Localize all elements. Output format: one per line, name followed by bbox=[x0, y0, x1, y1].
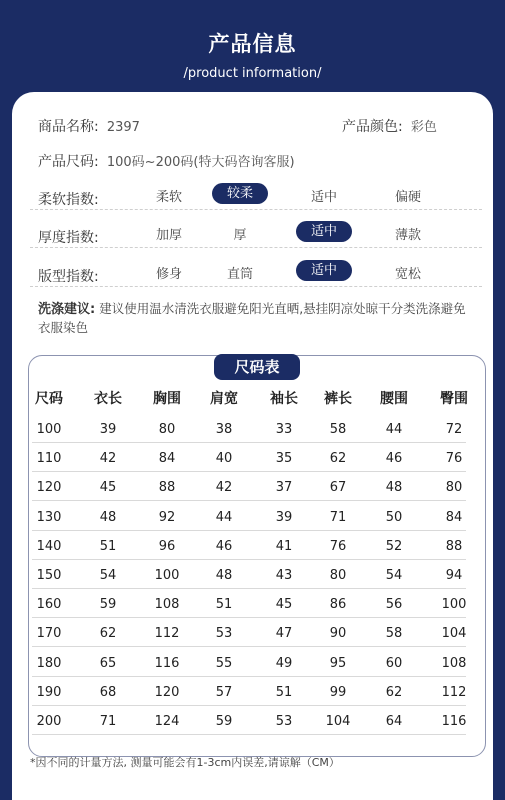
attribute-option: 薄款 bbox=[394, 228, 421, 243]
size-table-cell: 67 bbox=[329, 480, 347, 496]
attribute-label: 柔软指数: bbox=[38, 192, 99, 208]
size-table-cell: 90 bbox=[329, 626, 347, 642]
size-table-cell: 112 bbox=[154, 626, 180, 642]
size-table-cell: 60 bbox=[385, 655, 403, 671]
size-table-cell: 104 bbox=[325, 714, 351, 729]
size-table-header: 裤长 bbox=[324, 391, 352, 407]
size-table-cell: 88 bbox=[445, 538, 463, 554]
size-table-cell: 42 bbox=[215, 480, 233, 496]
size-table-cell: 200 bbox=[36, 714, 62, 729]
size-table-cell: 92 bbox=[158, 509, 176, 525]
size-table-cell: 170 bbox=[36, 626, 62, 642]
size-table-cell: 35 bbox=[275, 451, 293, 467]
table-row-divider bbox=[32, 646, 466, 647]
size-table-cell: 80 bbox=[158, 422, 176, 437]
size-table-cell: 52 bbox=[385, 538, 403, 554]
product-name-value: 2397 bbox=[106, 120, 140, 135]
size-table-cell: 48 bbox=[99, 509, 117, 525]
size-table-header: 腰围 bbox=[380, 391, 408, 407]
size-table-cell: 108 bbox=[441, 655, 467, 671]
size-table-cell: 54 bbox=[385, 568, 403, 583]
size-table-title: 尺码表 bbox=[214, 354, 300, 380]
size-table-cell: 80 bbox=[445, 480, 463, 496]
size-table-cell: 72 bbox=[445, 422, 463, 437]
size-table-cell: 88 bbox=[158, 480, 176, 496]
size-table-cell: 100 bbox=[154, 568, 180, 583]
attribute-option: 偏硬 bbox=[394, 190, 421, 205]
size-table-cell: 59 bbox=[99, 597, 117, 613]
size-table-cell: 130 bbox=[36, 509, 62, 525]
size-table-cell: 96 bbox=[158, 538, 176, 554]
product-color-value: 彩色 bbox=[410, 120, 437, 135]
size-table-cell: 76 bbox=[329, 538, 347, 554]
page-title: 产品信息 bbox=[208, 32, 297, 56]
size-table-cell: 62 bbox=[99, 626, 117, 642]
size-table-cell: 41 bbox=[275, 538, 293, 554]
table-row-divider bbox=[32, 471, 466, 472]
size-table-cell: 62 bbox=[385, 684, 403, 700]
size-table-cell: 76 bbox=[445, 451, 463, 467]
attribute-divider bbox=[30, 247, 482, 248]
attribute-divider bbox=[30, 286, 482, 287]
size-table-header: 袖长 bbox=[270, 391, 298, 407]
table-row-divider bbox=[32, 530, 466, 531]
size-table-cell: 56 bbox=[385, 597, 403, 613]
table-row-divider bbox=[32, 617, 466, 618]
measurement-note: *因不同的计量方法, 测量可能会有1-3cm内误差,请谅解（CM） bbox=[30, 756, 340, 769]
attribute-option-selected: 适中 bbox=[296, 260, 352, 281]
size-table-cell: 45 bbox=[275, 597, 293, 613]
size-table-cell: 49 bbox=[275, 655, 293, 671]
page-subtitle: /product information/ bbox=[183, 66, 322, 81]
wash-advice bbox=[38, 300, 478, 337]
size-table-cell: 116 bbox=[441, 714, 467, 729]
attribute-option: 修身 bbox=[155, 267, 182, 282]
size-table-cell: 51 bbox=[275, 684, 293, 700]
table-row-divider bbox=[32, 588, 466, 589]
attribute-option: 厚 bbox=[233, 228, 247, 243]
size-table-cell: 120 bbox=[154, 684, 180, 700]
table-row-divider bbox=[32, 559, 466, 560]
size-table-cell: 40 bbox=[215, 451, 233, 467]
size-table-cell: 48 bbox=[385, 480, 403, 496]
product-color-row bbox=[342, 116, 437, 136]
size-table-cell: 86 bbox=[329, 597, 347, 613]
size-table-cell: 62 bbox=[329, 451, 347, 467]
size-table-cell: 44 bbox=[385, 422, 403, 437]
size-table-cell: 120 bbox=[36, 480, 62, 496]
size-table-cell: 112 bbox=[441, 684, 467, 700]
size-table-cell: 46 bbox=[215, 538, 233, 554]
size-table-cell: 58 bbox=[385, 626, 403, 642]
attribute-option: 直筒 bbox=[226, 267, 253, 282]
product-name-label: 商品名称: bbox=[38, 119, 99, 135]
size-table-cell: 99 bbox=[329, 684, 347, 700]
product-info-card bbox=[12, 92, 493, 800]
size-table-cell: 58 bbox=[329, 422, 347, 437]
size-table-cell: 116 bbox=[154, 655, 180, 671]
product-name-row bbox=[38, 116, 140, 136]
attribute-option-selected: 较柔 bbox=[212, 183, 268, 204]
size-table-cell: 43 bbox=[275, 568, 293, 583]
size-table-cell: 124 bbox=[154, 714, 180, 729]
size-table-header: 尺码 bbox=[35, 391, 63, 407]
size-table-cell: 108 bbox=[154, 597, 180, 613]
attribute-option: 加厚 bbox=[155, 228, 182, 243]
size-table-cell: 94 bbox=[445, 568, 463, 583]
wash-advice-text: 建议使用温水清洗衣服避免阳光直晒,悬挂阴凉处晾干分类洗涤避免衣服染色 bbox=[38, 301, 466, 335]
size-table-cell: 104 bbox=[441, 626, 467, 642]
size-table-cell: 37 bbox=[275, 480, 293, 496]
size-table-cell: 47 bbox=[275, 626, 293, 642]
size-table-cell: 140 bbox=[36, 538, 62, 554]
attribute-divider bbox=[30, 209, 482, 210]
table-row-divider bbox=[32, 442, 466, 443]
size-table-cell: 46 bbox=[385, 451, 403, 467]
table-row-divider bbox=[32, 676, 466, 677]
attribute-option: 宽松 bbox=[394, 267, 421, 282]
size-table-cell: 39 bbox=[275, 509, 293, 525]
size-table-cell: 57 bbox=[215, 684, 233, 700]
size-table-cell: 95 bbox=[329, 655, 347, 671]
size-table-cell: 84 bbox=[158, 451, 176, 467]
table-row-divider bbox=[32, 705, 466, 706]
size-table-cell: 54 bbox=[99, 568, 117, 583]
product-size-value: 100码~200码(特大码咨询客服) bbox=[106, 155, 295, 170]
attribute-option: 适中 bbox=[310, 190, 337, 205]
size-table-cell: 190 bbox=[36, 684, 62, 700]
size-table-cell: 71 bbox=[329, 509, 347, 525]
size-table-cell: 150 bbox=[36, 568, 62, 583]
size-table-header: 衣长 bbox=[94, 391, 122, 407]
size-table-cell: 80 bbox=[329, 568, 347, 583]
size-table-cell: 39 bbox=[99, 422, 117, 437]
product-size-row bbox=[38, 151, 295, 171]
table-row-divider bbox=[32, 734, 466, 735]
attribute-option-selected: 适中 bbox=[296, 221, 352, 242]
size-table-cell: 100 bbox=[441, 597, 467, 613]
size-table-cell: 84 bbox=[445, 509, 463, 525]
attribute-label: 厚度指数: bbox=[38, 230, 99, 246]
size-table-cell: 53 bbox=[275, 714, 293, 729]
size-table-cell: 64 bbox=[385, 714, 403, 729]
size-table-cell: 110 bbox=[36, 451, 62, 467]
size-table-cell: 38 bbox=[215, 422, 233, 437]
size-table-cell: 44 bbox=[215, 509, 233, 525]
size-table-cell: 65 bbox=[99, 655, 117, 671]
size-table-cell: 33 bbox=[275, 422, 293, 437]
product-size-label: 产品尺码: bbox=[38, 154, 99, 170]
product-color-label: 产品颜色: bbox=[342, 119, 403, 135]
size-table-cell: 50 bbox=[385, 509, 403, 525]
size-table-cell: 160 bbox=[36, 597, 62, 613]
size-table-cell: 59 bbox=[215, 714, 233, 729]
size-table-cell: 180 bbox=[36, 655, 62, 671]
table-row-divider bbox=[32, 500, 466, 501]
size-table-cell: 55 bbox=[215, 655, 233, 671]
size-table-cell: 68 bbox=[99, 684, 117, 700]
size-table-header: 胸围 bbox=[153, 391, 181, 407]
size-table-cell: 51 bbox=[99, 538, 117, 554]
size-table-cell: 42 bbox=[99, 451, 117, 467]
wash-advice-label: 洗涤建议: bbox=[38, 302, 96, 317]
attribute-option: 柔软 bbox=[155, 190, 182, 205]
size-table-cell: 48 bbox=[215, 568, 233, 583]
size-table-cell: 53 bbox=[215, 626, 233, 642]
size-table-header: 肩宽 bbox=[210, 391, 238, 407]
size-table-header: 臀围 bbox=[440, 391, 468, 407]
size-table-cell: 45 bbox=[99, 480, 117, 496]
attribute-label: 版型指数: bbox=[38, 269, 99, 285]
size-table-cell: 100 bbox=[36, 422, 62, 437]
size-table-cell: 71 bbox=[99, 714, 117, 729]
size-table-cell: 51 bbox=[215, 597, 233, 613]
